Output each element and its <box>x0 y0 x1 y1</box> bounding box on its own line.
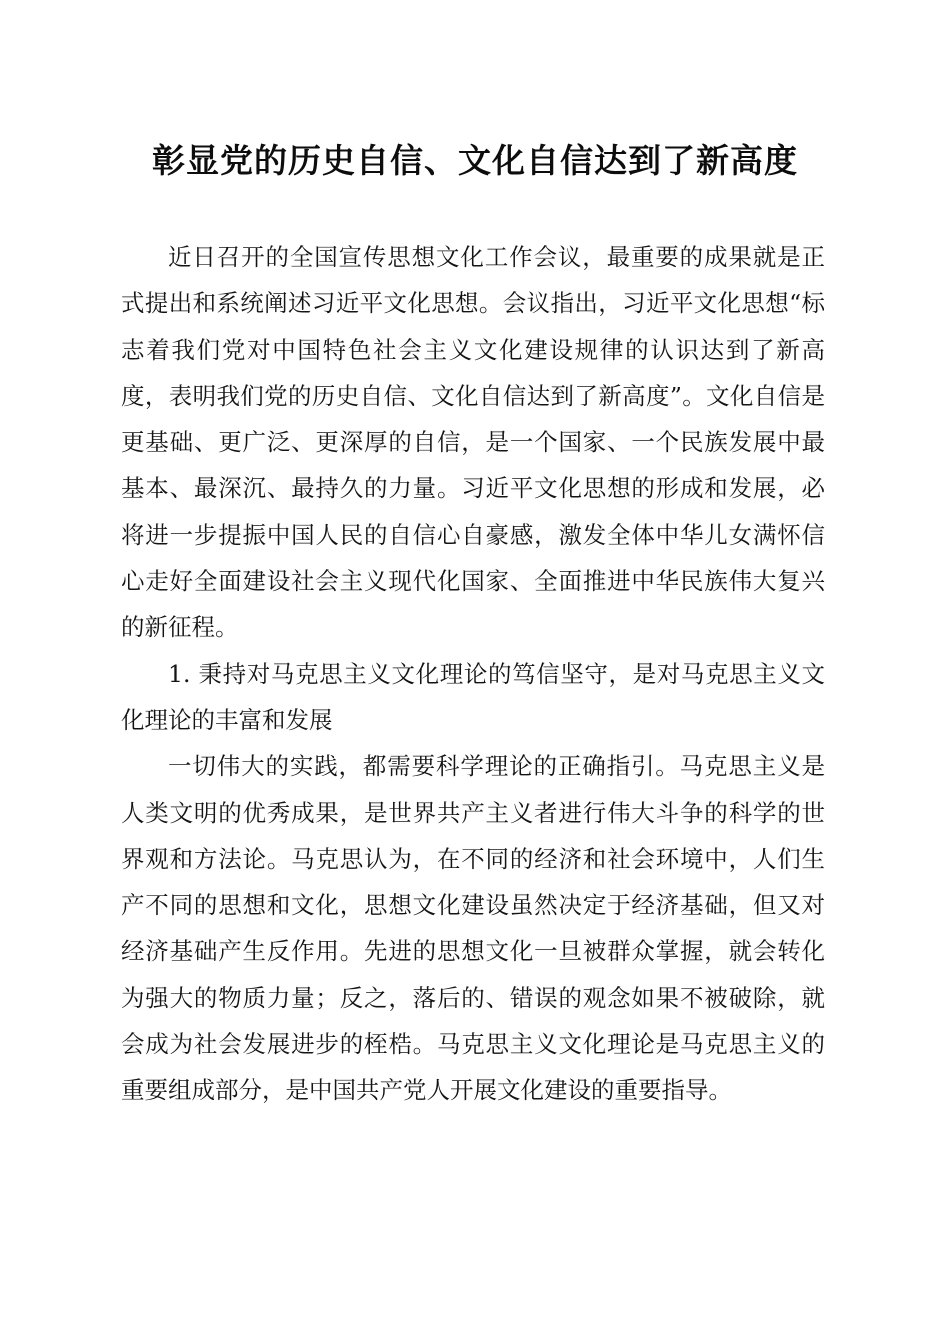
document-title: 彰显党的历史自信、文化自信达到了新高度 <box>152 141 798 180</box>
document-body <box>121 234 825 1114</box>
section-heading-1: 1. 秉持对马克思主义文化理论的笃信坚守，是对马克思主义文化理论的丰富和发展 <box>121 659 825 734</box>
paragraph-section-1: 一切伟大的实践，都需要科学理论的正确指引。马克思主义是人类文明的优秀成果，是世界共产主义者进行伟大斗争的科学的世界观和方法论。马克思认为，在不同的经济和社会环境中，人们生产不同的思想和文化，思想文化建设虽然决定于经济基础，但又对经济基础产生反作用。先进的思想文化一旦被群众掌握，就会转化为强大的物质力量；反之，落后的、错误的观念如果不被破除，就会成为社会发展进步的桎梏。马克思主义文化理论是马克思主义的重要组成部分，是中国共产党人开展文化建设的重要指导。 <box>121 752 825 1105</box>
paragraph-intro: 近日召开的全国宣传思想文化工作会议，最重要的成果就是正式提出和系统阐述习近平文化思想。会议指出，习近平文化思想“标志着我们党对中国特色社会主义文化建设规律的认识达到了新高度，表明我们党的历史自信、文化自信达到了新高度”。文化自信是更基础、更广泛、更深厚的自信，是一个国家、一个民族发展中最基本、最深沉、最持久的力量。习近平文化思想的形成和发展，必将进一步提振中国人民的自信心自豪感，激发全体中华儿女满怀信心走好全面建设社会主义现代化国家、全面推进中华民族伟大复兴的新征程。 <box>121 243 825 642</box>
